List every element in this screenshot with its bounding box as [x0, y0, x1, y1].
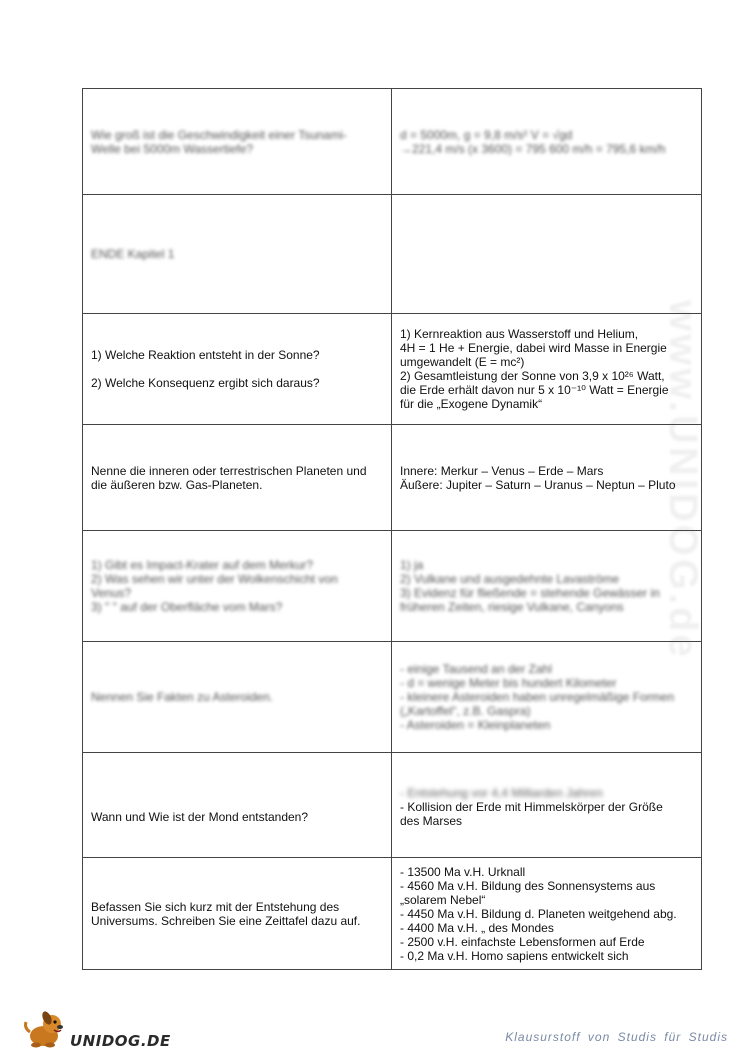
question-line: Nenne die inneren oder terrestrischen Planeten und — [91, 463, 367, 478]
answer-line: - 4400 Ma v.H. „ des Mondes — [400, 920, 554, 935]
answer-line: - kleinere Asteroiden haben unregelmäßige Formen — [400, 690, 675, 704]
footer-tagline: Klausurstoff von Studis für Studis — [505, 1030, 728, 1044]
answer-cell — [392, 531, 702, 642]
watermark: www.UNIDOG.de — [661, 300, 705, 660]
question-line: die äußeren bzw. Gas-Planeten. — [91, 477, 263, 492]
answer-line: die Erde erhält davon nur 5 x 10⁻¹⁰ Watt = Energie — [400, 383, 669, 397]
question-cell — [83, 531, 392, 642]
table-row — [83, 531, 702, 642]
answer-line: →221,4 m/s (x 3600) = 795 600 m/h = 795,6 km/h — [400, 141, 666, 156]
table-row — [83, 753, 702, 858]
logo-text: UNIDOG.DE — [70, 1032, 171, 1050]
question-cell — [83, 753, 392, 858]
answer-line: 4H = 1 He + Energie, dabei wird Masse in Energie — [400, 341, 667, 355]
question-line: Wie groß ist die Geschwindigkeit einer Tsunami- — [91, 127, 347, 142]
answer-cell — [392, 753, 702, 858]
dog-mascot-icon — [22, 1010, 70, 1050]
question-line: Nennen Sie Fakten zu Asteroiden. — [91, 690, 274, 704]
answer-line: („Kartoffel“, z.B. Gaspra) — [400, 704, 531, 718]
answer-line: - Kollision der Erde mit Himmelskörper der Größe — [400, 800, 663, 814]
table-row — [83, 642, 702, 753]
question-line: Welle bei 5000m Wassertiefe? — [91, 141, 254, 156]
question-cell — [83, 425, 392, 531]
question-line: 2) Was sehen wir unter der Wolkenschicht von — [91, 572, 338, 586]
answer-line: umgewandelt (E = mc²) — [400, 355, 525, 369]
answer-line: - Entstehung vor 4,4 Milliarden Jahren — [400, 786, 603, 800]
answer-line: 1) ja — [400, 558, 424, 572]
question-line: ENDE Kapitel 1 — [91, 247, 175, 261]
question-line: Universums. Schreiben Sie eine Zeittafel dazu auf. — [91, 913, 361, 928]
answer-cell — [392, 89, 702, 195]
answer-line: - Asteroiden = Kleinplaneten — [400, 718, 551, 732]
answer-line: - 2500 v.H. einfachste Lebensformen auf Erde — [400, 934, 645, 949]
table-row — [83, 195, 702, 314]
answer-cell — [392, 195, 702, 314]
answer-line: 2) Vulkane und ausgedehnte Lavaströme — [400, 572, 620, 586]
question-cell — [83, 858, 392, 970]
answer-line: - 4450 Ma v.H. Bildung d. Planeten weitgehend abg. — [400, 906, 677, 921]
answer-line: „solarem Nebel“ — [400, 892, 486, 907]
table-row — [83, 314, 702, 425]
question-line: Befassen Sie sich kurz mit der Entstehung des — [91, 899, 340, 914]
answer-cell — [392, 425, 702, 531]
answer-line: 2) Gesamtleistung der Sonne von 3,9 x 10²⁶ Watt, — [400, 369, 665, 383]
answer-line: des Marses — [400, 814, 463, 828]
table-row — [83, 425, 702, 531]
answer-line: - einige Tausend an der Zahl — [400, 662, 552, 676]
answer-cell — [392, 642, 702, 753]
table-row — [83, 89, 702, 195]
unidog-logo — [22, 1010, 222, 1050]
question-line: 2) Welche Konsequenz ergibt sich daraus? — [91, 376, 320, 390]
answer-line: d = 5000m, g = 9,8 m/s² V = √gd — [400, 127, 573, 142]
question-line: 1) Welche Reaktion entsteht in der Sonne? — [91, 348, 320, 362]
table-row — [83, 858, 702, 970]
question-line: Venus? — [91, 586, 132, 600]
question-cell — [83, 642, 392, 753]
question-cell — [83, 314, 392, 425]
answer-cell — [392, 314, 702, 425]
flashcard-table — [82, 88, 702, 970]
answer-line: 1) Kernreaktion aus Wasserstoff und Helium, — [400, 327, 639, 341]
question-cell — [83, 89, 392, 195]
answer-line: - d = wenige Meter bis hundert Kilometer — [400, 676, 617, 690]
question-line: Wann und Wie ist der Mond entstanden? — [91, 810, 309, 824]
answer-cell — [392, 858, 702, 970]
question-line: 1) Gibt es Impact-Krater auf dem Merkur? — [91, 558, 314, 572]
answer-line: für die „Exogene Dynamik“ — [400, 397, 543, 411]
answer-line: Innere: Merkur – Venus – Erde – Mars — [400, 463, 604, 478]
answer-line: früheren Zeiten, riesige Vulkane, Canyons — [400, 600, 624, 614]
question-cell — [83, 195, 392, 314]
answer-line: - 0,2 Ma v.H. Homo sapiens entwickelt sich — [400, 948, 629, 963]
answer-line: - 4560 Ma v.H. Bildung des Sonnensystems aus — [400, 878, 656, 893]
answer-line: - 13500 Ma v.H. Urknall — [400, 864, 526, 879]
question-line: 3) " " auf der Oberfläche vom Mars? — [91, 600, 283, 614]
answer-line: Äußere: Jupiter – Saturn – Uranus – Neptun – Pluto — [400, 477, 676, 492]
answer-line: 3) Evidenz für fließende = stehende Gewässer in — [400, 586, 660, 600]
